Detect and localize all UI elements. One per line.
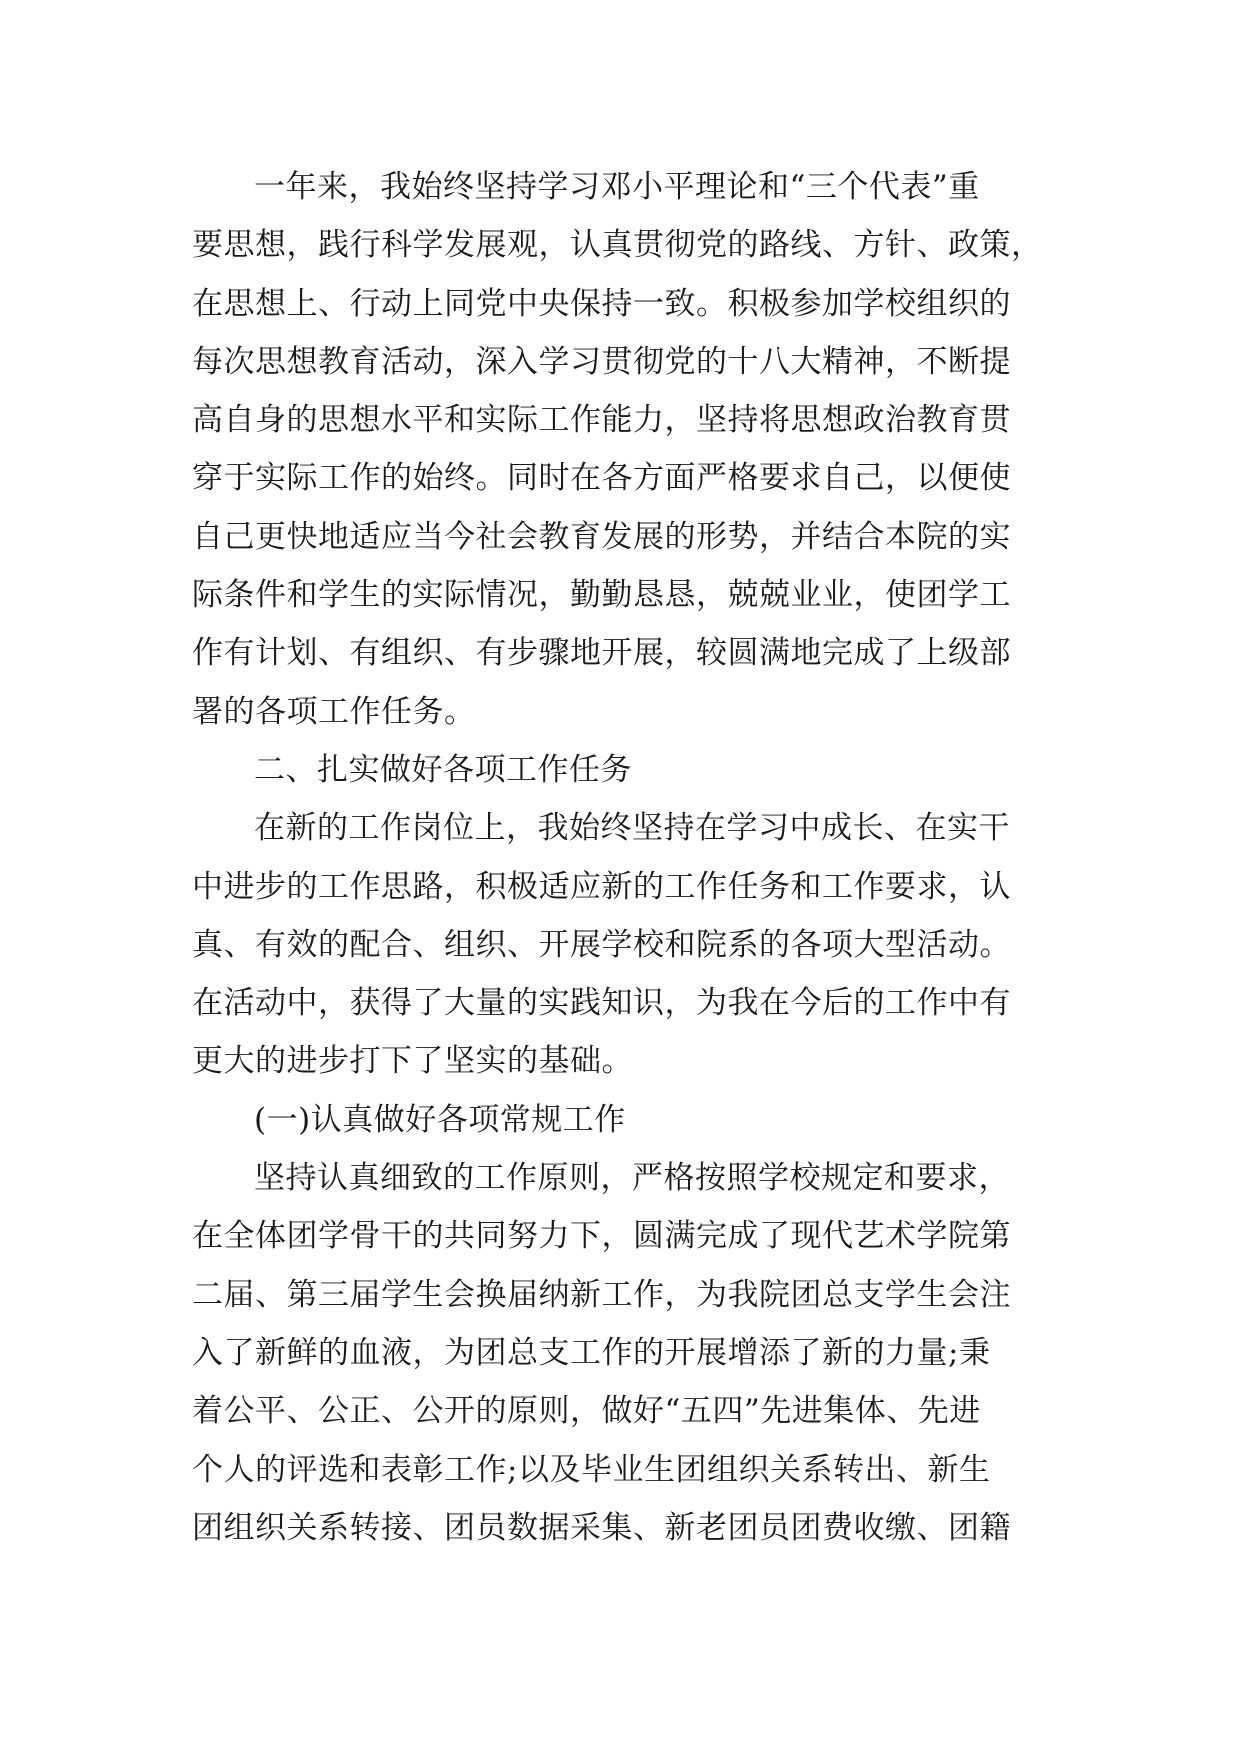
text-line: 在思想上、行动上同党中央保持一致。积极参加学校组织的 xyxy=(192,285,1011,322)
text-line: 际条件和学生的实际情况，勤勤恳恳，兢兢业业，使团学工 xyxy=(192,577,1011,614)
text-line: 署的各项工作任务。 xyxy=(192,693,476,730)
text-line: 作有计划、有组织、有步骤地开展，较圆满地完成了上级部 xyxy=(192,635,1011,672)
text-line: 在新的工作岗位上，我始终坚持在学习中成长、在实干 xyxy=(254,810,1010,847)
text-line: 中进步的工作思路，积极适应新的工作任务和工作要求，认 xyxy=(192,868,1011,905)
text-line: 在全体团学骨干的共同努力下，圆满完成了现代艺术学院第 xyxy=(192,1218,1011,1255)
text-line: 一年来，我始终坚持学习邓小平理论和“三个代表”重 xyxy=(254,169,980,205)
text-line: 着公平、公正、公开的原则，做好“五四”先进集体、先进 xyxy=(192,1393,981,1430)
text-line: 每次思想教育活动，深入学习贯彻党的十八大精神，不断提 xyxy=(192,343,1011,380)
document-body xyxy=(192,158,1052,1557)
text-line: 二届、第三届学生会换届纳新工作，为我院团总支学生会注 xyxy=(192,1276,1011,1313)
text-line: 在活动中，获得了大量的实践知识，为我在今后的工作中有 xyxy=(192,985,1011,1022)
text-line: 穿于实际工作的始终。同时在各方面严格要求自己，以便使 xyxy=(192,460,1011,497)
text-line: 高自身的思想水平和实际工作能力，坚持将思想政治教育贯 xyxy=(192,402,1011,439)
text-line: 自己更快地适应当今社会教育发展的形势，并结合本院的实 xyxy=(192,518,1011,555)
text-line: 团组织关系转接、团员数据采集、新老团员团费收缴、团籍 xyxy=(192,1509,1011,1546)
section-heading: 二、扎实做好各项工作任务 xyxy=(254,751,632,788)
text-line: 个人的评选和表彰工作;以及毕业生团组织关系转出、新生 xyxy=(192,1451,991,1488)
text-line: 坚持认真细致的工作原则，严格按照学校规定和要求， xyxy=(254,1160,1010,1197)
text-line: 要思想，践行科学发展观，认真贯彻党的路线、方针、政策， xyxy=(192,227,1043,264)
text-line: 入了新鲜的血液，为团总支工作的开展增添了新的力量;秉 xyxy=(192,1334,991,1371)
text-line: 更大的进步打下了坚实的基础。 xyxy=(192,1043,633,1080)
subsection-heading: (一)认真做好各项常规工作 xyxy=(254,1101,626,1138)
text-line: 真、有效的配合、组织、开展学校和院系的各项大型活动。 xyxy=(192,926,1011,963)
